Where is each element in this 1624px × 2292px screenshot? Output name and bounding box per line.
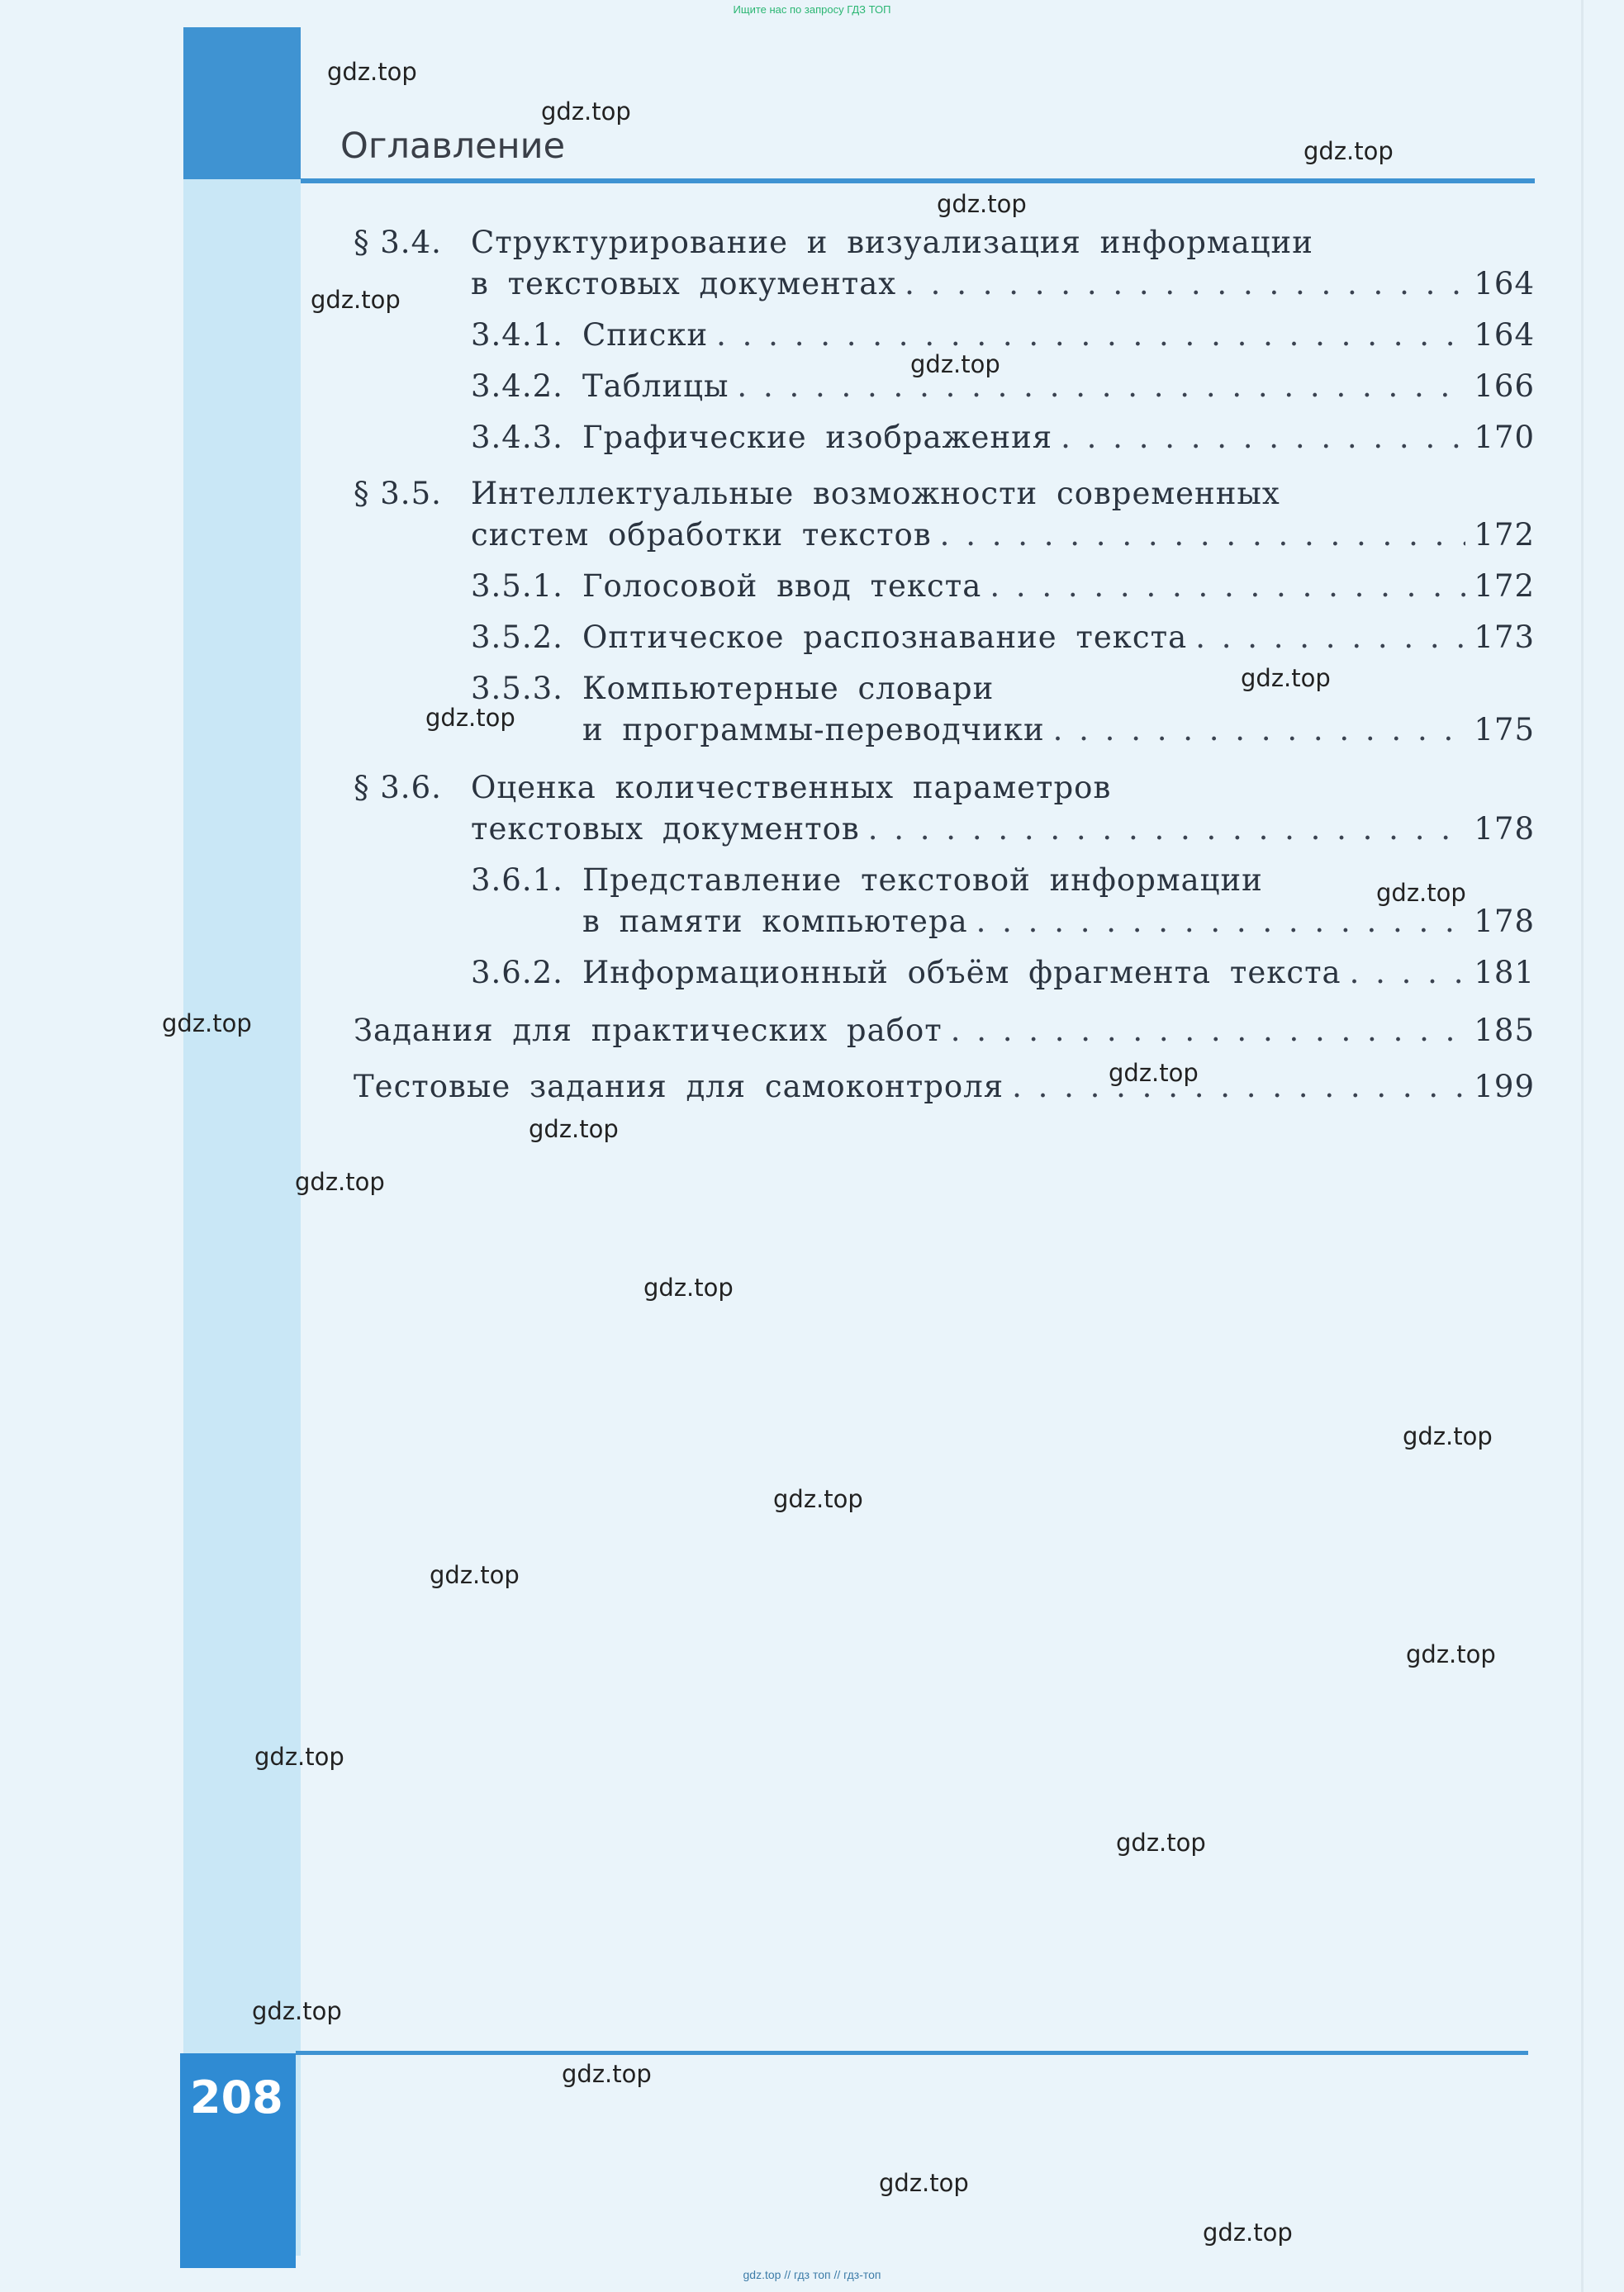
toc-line (354, 476, 1535, 511)
toc-text: Списки (582, 317, 709, 353)
watermark: gdz.top (879, 2169, 969, 2197)
toc-line (471, 811, 1535, 847)
watermark: gdz.top (1116, 1829, 1206, 1857)
toc-line (471, 619, 1535, 655)
watermark: gdz.top (529, 1115, 619, 1143)
watermark: gdz.top (562, 2060, 652, 2088)
toc-line (354, 770, 1535, 805)
bottom-note: gdz.top // гдз топ // гдз-топ (743, 2268, 881, 2281)
toc-leader (905, 266, 1465, 301)
header-strip (183, 27, 301, 179)
toc-label: 3.4.3. (471, 420, 563, 455)
toc-line (471, 317, 1535, 353)
side-strip (183, 27, 301, 2256)
toc-line (471, 671, 1535, 706)
toc-text: Структурирование и визуализация информации (471, 225, 1313, 260)
toc-leader (1061, 420, 1465, 455)
toc-label: 3.5.3. (471, 671, 563, 706)
watermark: gdz.top (773, 1485, 863, 1513)
toc-page: 164 (1474, 317, 1535, 353)
toc-label: 3.5.1. (471, 568, 563, 604)
toc-text: Информационный объём фрагмента текста (582, 955, 1341, 990)
watermark: gdz.top (162, 1009, 252, 1037)
watermark: gdz.top (430, 1561, 520, 1589)
toc-line (471, 420, 1535, 455)
toc-leader (737, 368, 1465, 404)
toc-line (582, 904, 1535, 939)
toc-page: 164 (1474, 266, 1535, 301)
watermark: gdz.top (643, 1274, 734, 1302)
page-title: Оглавление (340, 126, 566, 167)
toc-line (471, 955, 1535, 990)
toc-text: в памяти компьютера (582, 904, 968, 939)
toc-page: 199 (1474, 1069, 1535, 1104)
toc-line (471, 368, 1535, 404)
toc-leader (976, 904, 1465, 939)
toc-page: 178 (1474, 811, 1535, 847)
footer-rule (296, 2051, 1528, 2055)
watermark: gdz.top (910, 350, 1000, 378)
toc-line (471, 517, 1535, 553)
toc-label: 3.6.1. (471, 862, 563, 898)
toc-page: 172 (1474, 568, 1535, 604)
top-note: Ищите нас по запросу ГДЗ ТОП (733, 3, 891, 16)
toc-line (354, 1069, 1535, 1104)
toc-line (354, 1013, 1535, 1048)
page-number: 208 (190, 2071, 283, 2124)
watermark: gdz.top (252, 1997, 342, 2025)
toc-text: Таблицы (582, 368, 729, 404)
watermark: gdz.top (327, 58, 417, 86)
watermark: gdz.top (937, 190, 1027, 218)
toc-leader (868, 811, 1465, 847)
watermark: gdz.top (1376, 879, 1466, 907)
toc-text: Компьютерные словари (582, 671, 995, 706)
toc-label: 3.5.2. (471, 619, 563, 655)
toc-text: в текстовых документах (471, 266, 897, 301)
toc-page: 178 (1474, 904, 1535, 939)
toc-leader (1053, 712, 1465, 747)
toc-page: 185 (1474, 1013, 1535, 1048)
toc-line (471, 266, 1535, 301)
toc-line (471, 862, 1535, 898)
toc-text: Интеллектуальные возможности современных (471, 476, 1280, 511)
toc-leader (940, 517, 1465, 553)
watermark: gdz.top (1303, 137, 1394, 165)
watermark: gdz.top (425, 704, 515, 732)
watermark: gdz.top (1109, 1059, 1199, 1087)
toc-text: систем обработки текстов (471, 517, 932, 553)
toc-leader (1195, 619, 1465, 655)
toc-text: Тестовые задания для самоконтроля (354, 1069, 1004, 1104)
toc-label: § 3.5. (354, 476, 442, 511)
header-rule (301, 178, 1535, 183)
toc-leader (1350, 955, 1465, 990)
watermark: gdz.top (1403, 1422, 1493, 1450)
toc-line (471, 568, 1535, 604)
toc-text: Задания для практических работ (354, 1013, 943, 1048)
toc-page: 175 (1474, 712, 1535, 747)
watermark: gdz.top (311, 286, 401, 314)
toc-label: § 3.4. (354, 225, 442, 260)
toc-text: и программы-переводчики (582, 712, 1045, 747)
watermark: gdz.top (1406, 1640, 1496, 1668)
toc-leader (951, 1013, 1465, 1048)
toc-page: 181 (1474, 955, 1535, 990)
toc-label: § 3.6. (354, 770, 442, 805)
toc-leader (1012, 1069, 1465, 1104)
toc-line (354, 225, 1535, 260)
toc-text: текстовых документов (471, 811, 860, 847)
watermark: gdz.top (295, 1168, 385, 1196)
toc-page: 172 (1474, 517, 1535, 553)
page-fold (1581, 0, 1584, 2292)
watermark: gdz.top (1203, 2218, 1293, 2247)
toc-text: Голосовой ввод текста (582, 568, 982, 604)
toc-text: Оптическое распознавание текста (582, 619, 1188, 655)
toc-text: Оценка количественных параметров (471, 770, 1112, 805)
toc-page: 170 (1474, 420, 1535, 455)
watermark: gdz.top (1241, 664, 1331, 692)
toc-page: 166 (1474, 368, 1535, 404)
toc-line (582, 712, 1535, 747)
toc-leader (716, 317, 1465, 353)
toc-leader (990, 568, 1465, 604)
toc-label: 3.4.2. (471, 368, 563, 404)
toc-label: 3.6.2. (471, 955, 563, 990)
watermark: gdz.top (254, 1743, 344, 1771)
watermark: gdz.top (541, 97, 631, 126)
toc-text: Представление текстовой информации (582, 862, 1263, 898)
toc-text: Графические изображения (582, 420, 1053, 455)
toc-label: 3.4.1. (471, 317, 563, 353)
toc-page: 173 (1474, 619, 1535, 655)
